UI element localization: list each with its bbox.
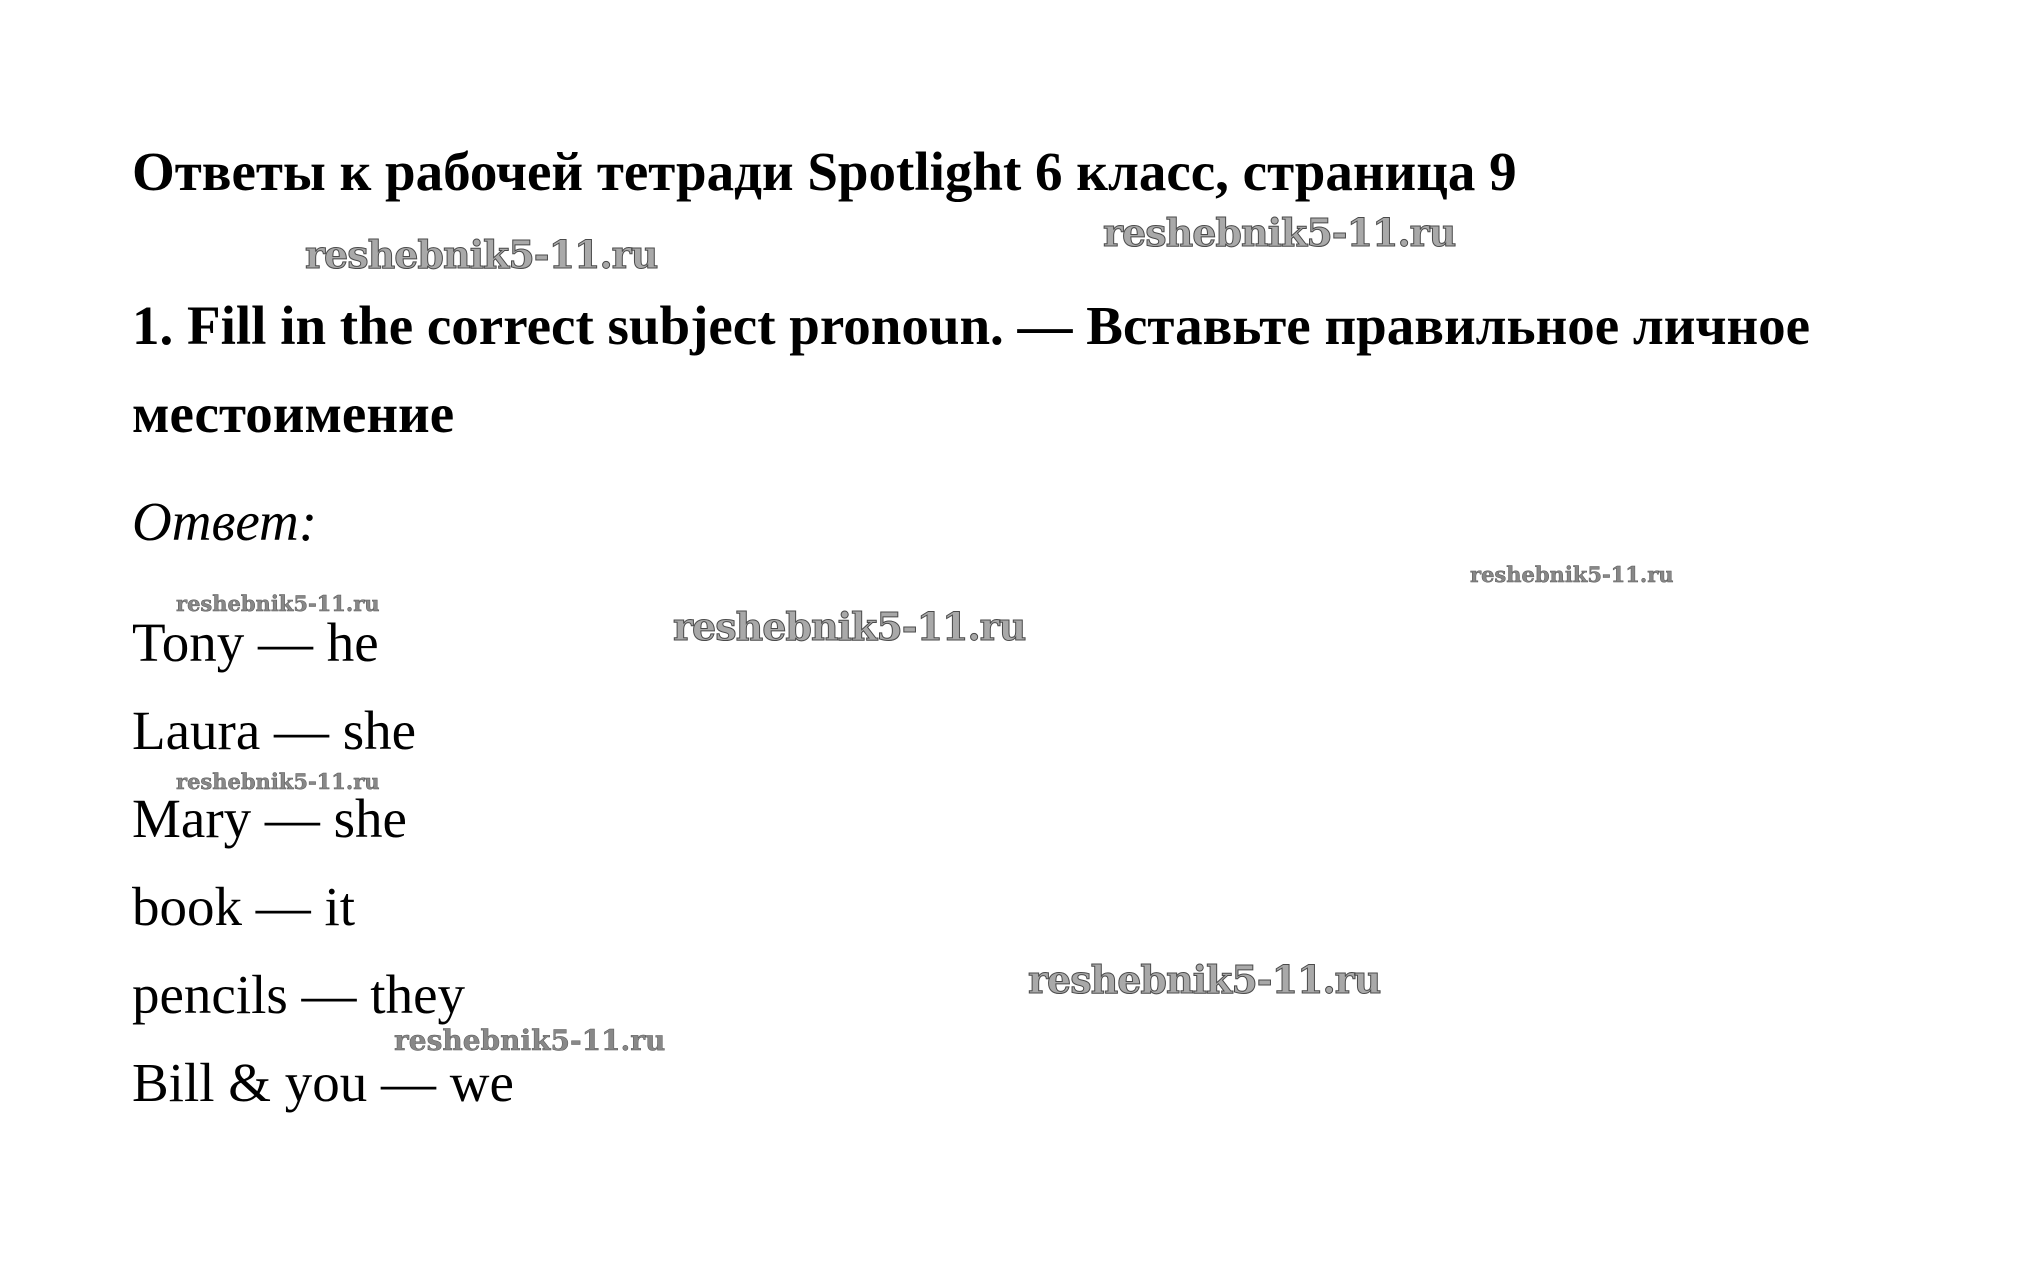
watermark: reshebnik5-11.ru	[1103, 210, 1456, 255]
answer-item-pencils: pencils — they	[132, 964, 465, 1025]
exercise-instruction: 1. Fill in the correct subject pronoun. — Вставьте правильное личное местоимение	[132, 295, 1811, 444]
watermark: reshebnik5-11.ru	[673, 604, 1026, 649]
watermark: reshebnik5-11.ru	[176, 769, 380, 794]
answer-item-laura: Laura — she	[132, 700, 417, 761]
answer-item-book: book — it	[132, 876, 356, 937]
watermark: reshebnik5-11.ru	[394, 1024, 666, 1057]
page-title: Ответы к рабочей тетради Spotlight 6 класс, страница 9	[132, 141, 1517, 202]
answer-item-tony: Tony — he	[132, 612, 379, 673]
watermark: reshebnik5-11.ru	[305, 232, 658, 277]
answer-item-mary: Mary — she	[132, 788, 407, 849]
watermark: reshebnik5-11.ru	[1028, 957, 1381, 1002]
watermark: reshebnik5-11.ru	[176, 591, 380, 616]
answer-label: Ответ:	[132, 491, 318, 552]
watermark: reshebnik5-11.ru	[1470, 562, 1674, 587]
answer-item-bill-and-you: Bill & you — we	[132, 1052, 514, 1113]
